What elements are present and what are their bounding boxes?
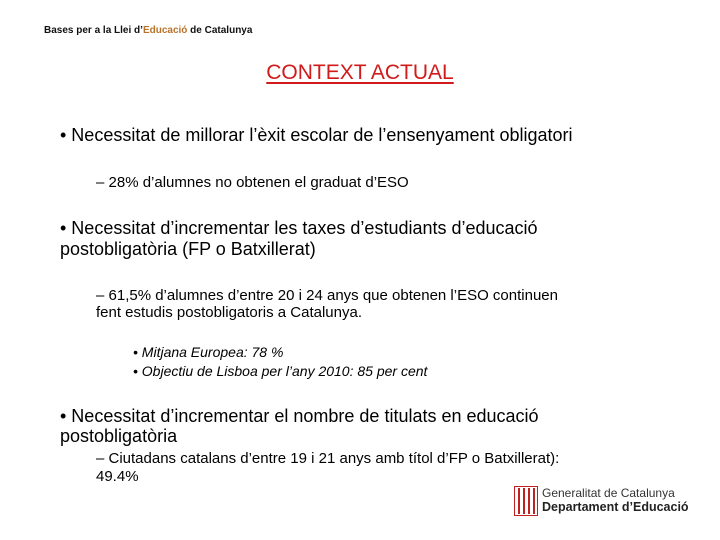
bullet-3-line-1: • Necessitat d’incrementar el nombre de titulats en educació xyxy=(60,406,539,426)
header-highlight: Educació xyxy=(142,25,188,36)
logo-line-1: Generalitat de Catalunya xyxy=(542,486,675,500)
bullet-3-line-2: postobligatòria xyxy=(60,426,178,446)
sub-bullet-2a-line-1: – 61,5% d’alumnes d’entre 20 i 24 anys que obtenen l’ESO continuen xyxy=(96,287,558,304)
slide-title xyxy=(0,61,720,85)
sub-sub-bullet-2a-i: • Mitjana Europea: 78 % xyxy=(133,344,284,360)
generalitat-logo xyxy=(514,486,694,516)
senyera-icon xyxy=(514,486,538,516)
sub-bullet-3a-line-2: 49.4% xyxy=(96,468,139,485)
sub-bullet-1a: – 28% d’alumnes no obtenen el graduat d’ESO xyxy=(96,174,409,191)
slide-title-text: CONTEXT ACTUAL xyxy=(266,61,454,84)
header-prefix: Bases per a la Llei d’ xyxy=(44,25,143,36)
sub-bullet-2a-line-2: fent estudis postobligatoris a Catalunya. xyxy=(96,304,362,321)
bullet-1: • Necessitat de millorar l’èxit escolar de l’ensenyament obligatori xyxy=(60,125,573,145)
logo-line-2: Departament d’Educació xyxy=(542,500,689,514)
document-header xyxy=(44,25,252,36)
bullet-2-line-1: • Necessitat d’incrementar les taxes d’estudiants d’educació xyxy=(60,218,538,238)
sub-sub-bullet-2a-ii: • Objectiu de Lisboa per l’any 2010: 85 per cent xyxy=(133,363,428,379)
sub-bullet-3a-line-1: – Ciutadans catalans d’entre 19 i 21 anys amb títol d’FP o Batxillerat): xyxy=(96,450,560,467)
header-suffix: de Catalunya xyxy=(187,25,253,36)
bullet-2-line-2: postobligatòria (FP o Batxillerat) xyxy=(60,239,316,259)
